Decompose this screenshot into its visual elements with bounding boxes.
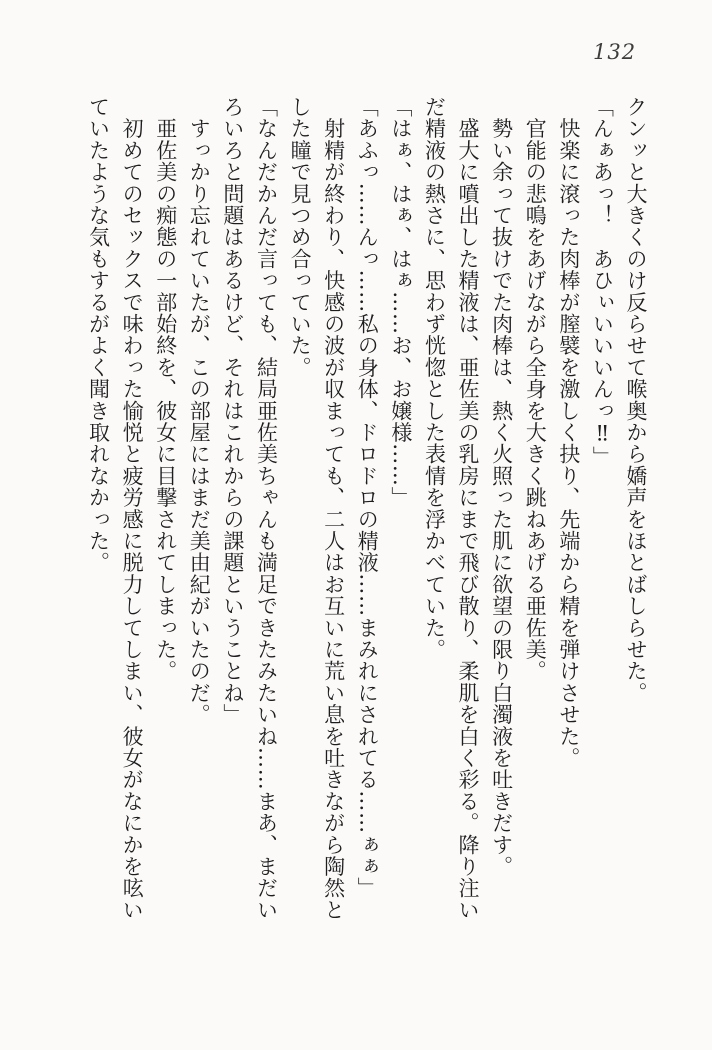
page-text-block xyxy=(81,96,652,938)
text-line: 「あふっ……んっ……私の身体、ドロドロの精液……まみれにされてる……ぁぁ」 xyxy=(355,96,380,899)
text-line: クンッと大きくのけ反らせて喉奥から嬌声をほとばしらせた。 xyxy=(624,96,648,704)
text-line: だ精液の熱さに、思わず恍惚とした表情を浮かべていた。 xyxy=(422,96,447,661)
text-line: 亜佐美の痴態の一部始終を、彼女に目撃されてしまった。 xyxy=(153,96,178,682)
text-line: 勢い余って抜けでた肉棒は、熱く火照った肌に欲望の限り白濁液を吐きだす。 xyxy=(489,96,514,878)
text-line: した瞳で見つめ合っていた。 xyxy=(288,96,313,379)
text-line: 初めてのセックスで味わった愉悦と疲労感に脱力してしまい、彼女がなにかを呟い xyxy=(120,96,145,921)
text-line: 快楽に滾った肉棒が膣襞を激しく抉り、先端から精を弾けさせた。 xyxy=(556,96,581,769)
text-line: 盛大に噴出した精液は、亜佐美の乳房にまで飛び散り、柔肌を白く彩る。降り注い xyxy=(456,96,481,921)
text-line: ろいろと問題はあるけど、それはこれからの課題ということね」 xyxy=(220,96,245,726)
text-line: 官能の悲鳴をあげながら全身を大きく跳ねあげる亜佐美。 xyxy=(523,96,548,682)
text-line: ていたような気もするがよく聞き取れなかった。 xyxy=(86,96,111,574)
text-line: 「なんだかんだ言っても、結局亜佐美ちゃんも満足できたみたいね……まあ、まだい xyxy=(254,96,279,921)
text-line: 「はぁ、はぁ、はぁ……お、お嬢様……」 xyxy=(388,96,413,509)
text-line: すっかり忘れていたが、この部屋にはまだ美由紀がいたのだ。 xyxy=(187,96,212,726)
text-line: 射精が終わり、快感の波が収まっても、二人はお互いに荒い息を吐きながら陶然と xyxy=(321,96,346,921)
page-number: 132 xyxy=(593,40,637,64)
text-line: 「んぁあっ！ あひぃいいいんっ‼」 xyxy=(590,96,615,468)
